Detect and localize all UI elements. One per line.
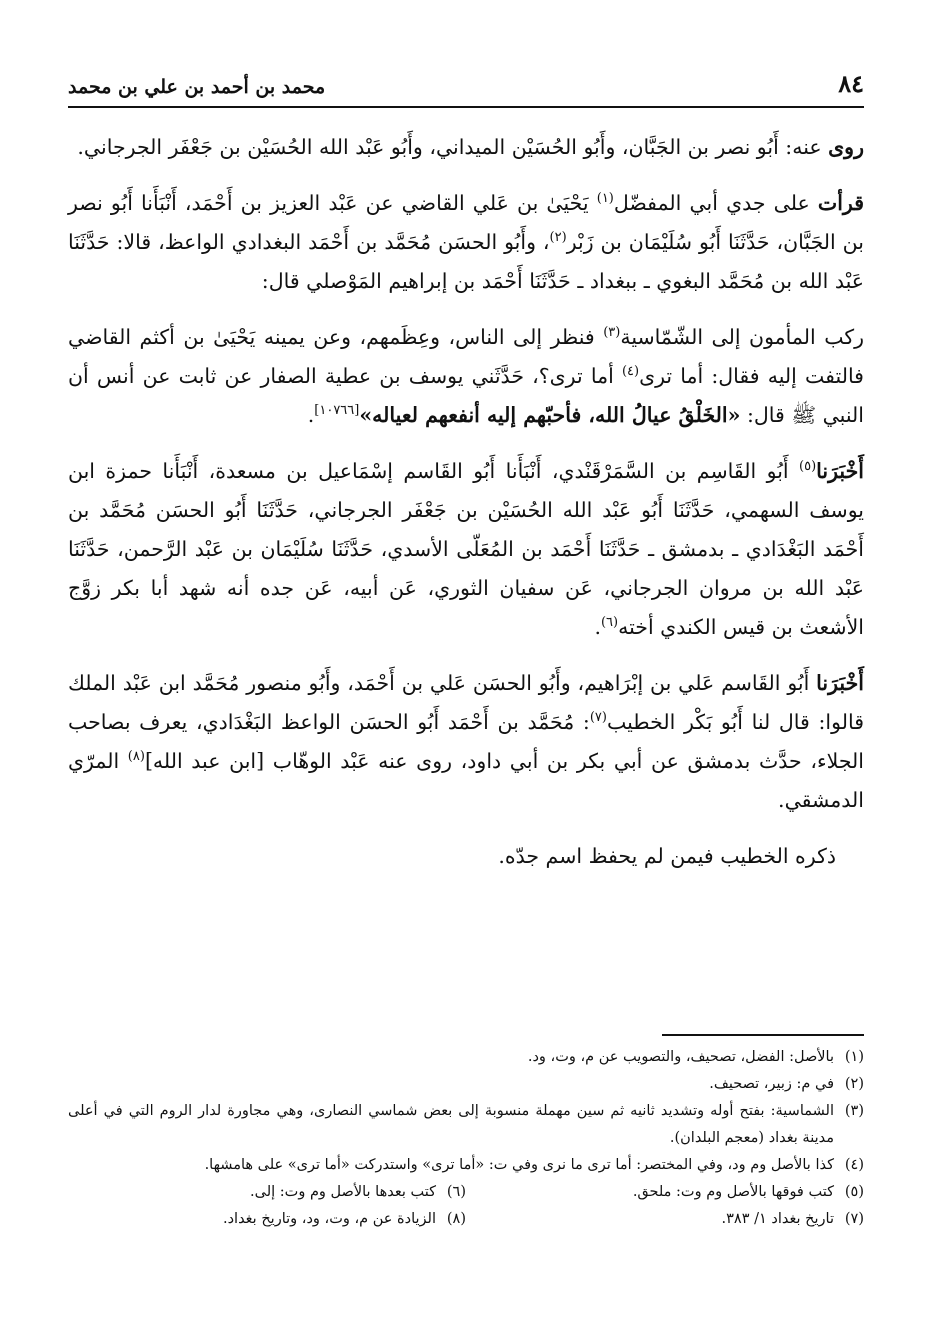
reference-number: [١٠٧٦٦] (314, 403, 360, 419)
footnote-item (68, 1098, 864, 1152)
main-text (68, 128, 864, 876)
footnotes (68, 1044, 864, 1233)
paragraph-text: أَبُو القَاسِم بن السَّمَرْقَنْدي، أَنْبَأَنا أَبُو القَاسم إسْمَاعيل بن مسعدة، أَنْبَأَنا حمزة ابن يوسف السهمي، حَدَّثَنَا أَبُو عَبْد الله الحُسَيْن بن جَعْفَر الجرجاني، حَدَّثَنَا أَبُو الحسَن مُحَمَّد بن أَحْمَد البَغْدَادي ـ بدمشق ـ حَدَّثَنَا أَحْمَد بن المُعَلّى الأسدي، حَدَّثَنَا سُلَيْمَان بن عَبْد الرَّحمن، حَدَّثَنَا عَبْد الله بن مروان الجرجاني، عَن سفيان الثوري، عَن أبيه، عَن جده أنه شهد أبا بكر زوَّج الأشعث بن قيس الكندي أخته (68, 459, 864, 639)
footnote-number: (٨) (446, 1211, 466, 1227)
paragraph-narrators (68, 128, 864, 167)
footnote-text: الشماسية: بفتح أوله وتشديد ثانيه ثم سين مهملة منسوبة إلى بعض شماسي النصارى، وهي مجاورة لدار الروم التي في أعلى مدينة بغداد (معجم البلدان). (68, 1103, 834, 1146)
paragraph-matn (68, 318, 864, 435)
footnote-marker: (٧) (589, 710, 607, 726)
paragraph-text: المرّي الدمشقي. (68, 749, 864, 812)
footnote-text: كتب بعدها بالأصل وم وت: إلى. (250, 1184, 436, 1200)
paragraph-text: أما ترى؟، حَدَّثَني يوسف بن عطية الصفار عن ثابت عن أنس أن النبي ﷺ قال: (68, 364, 864, 427)
page-header (68, 58, 864, 108)
footnote-marker: (٤) (621, 364, 640, 380)
footnote-item (68, 1152, 864, 1179)
footnote-text: كذا بالأصل وم ود، وفي المختصر: أما ترى ما نرى وفي ت: «أما ترى» واستدركت «أما ترى» على هامشها. (204, 1157, 834, 1173)
footnote-number: (١) (844, 1049, 864, 1065)
footnote-separator (662, 1034, 864, 1036)
paragraph-text: على جدي أبي المفضّل (613, 191, 818, 215)
footnote-text: بالأصل: الفضل، تصحيف، والتصويب عن م، وت، ود. (527, 1049, 834, 1065)
paragraph-isnad-1 (68, 184, 864, 301)
hadith-text: «الخَلْقُ عيالُ الله، فأحبّهم إليه أنفعهم لعياله» (359, 403, 741, 427)
footnote-number: (٤) (844, 1157, 864, 1173)
footnote-number: (٣) (844, 1103, 864, 1119)
footnote-item (466, 1179, 864, 1206)
paragraph-text: ، وأَبُو الحسَن مُحَمَّد بن أَحْمَد البغدادي الواعظ، قالا: حَدَّثَنَا عَبْد الله بن مُحَمَّد البغوي ـ ببغداد ـ حَدَّثَنَا أَحْمَد بن إبراهيم المَوْصلي قال: (68, 230, 864, 293)
paragraph-text: يَحْيَىٰ بن عَلي القاضي عن عَبْد العزيز بن أَحْمَد، أَنْبَأَنا أَبُو نصر بن الجَبَّان، حَدَّثَنَا أَبُو سُلَيْمَان بن زَبْر (68, 191, 864, 254)
footnote-item (68, 1044, 864, 1071)
footnote-text: كتب فوقها بالأصل وم وت: ملحق. (632, 1184, 834, 1200)
paragraph-end: . (307, 403, 315, 427)
footnote-number: (٢) (844, 1076, 864, 1092)
footnote-item (68, 1179, 466, 1206)
footnote-marker: (٨) (127, 749, 145, 765)
paragraph-lead: أَخْبَرَنا (816, 459, 864, 483)
paragraph-text: فنظر إلى الناس، وعِظَمهم، وعن يمينه يَحْيَىٰ بن أكثم القاضي فالتفت إليه فقال: أما ترى (68, 325, 864, 388)
footnote-number: (٥) (844, 1184, 864, 1200)
paragraph-lead: قرأت (817, 191, 864, 215)
footnote-item (466, 1206, 864, 1233)
footnote-row (68, 1179, 864, 1206)
footnote-number: (٦) (446, 1184, 466, 1200)
paragraph-text: أَبُو القَاسم عَلي بن إبْرَاهيم، وأَبُو الحسَن عَلي بن أَحْمَد، وأَبُو منصور مُحَمَّد ابن عَبْد الملك قالوا: قال لنا أَبُو بَكْر الخطيب (68, 671, 864, 734)
footnote-marker: (٢) (549, 230, 567, 246)
paragraph-text: ركب المأمون إلى الشّمّاسية (620, 325, 864, 349)
paragraph-lead: روى (828, 135, 864, 159)
footnote-text: في م: زبير، تصحيف. (709, 1076, 834, 1092)
page-number: ٨٤ (838, 69, 864, 98)
paragraph-lead: أَخْبَرَنا (816, 671, 864, 695)
footnote-marker: (١) (596, 191, 614, 207)
paragraph-end: . (594, 615, 601, 639)
footnote-marker: (٣) (603, 325, 621, 341)
paragraph-text: : مُحَمَّد بن أَحْمَد أَبُو الحسَن الواعظ البَغْدَادي، يعرف بصاحب الجلاء، حدَّث بدمشق عن أبي بكر بن أبي داود، روى عنه عَبْد الوهّاب [ابن عبد الله] (68, 710, 864, 773)
footnote-marker: (٥) (799, 459, 817, 475)
paragraph-isnad-2 (68, 452, 864, 647)
footnote-item (68, 1206, 466, 1233)
footnote-number: (٧) (844, 1211, 864, 1227)
footnote-item (68, 1071, 864, 1098)
paragraph-text: عنه: أَبُو نصر بن الجَبَّان، وأَبُو الحُسَيْن الميداني، وأَبُو عَبْد الله الحُسَيْن بن جَعْفَر الجرجاني. (77, 135, 829, 159)
paragraph-text: ذكره الخطيب فيمن لم يحفظ اسم جدّه. (498, 844, 836, 868)
footnote-marker: (٦) (600, 615, 619, 631)
footnote-text: الزيادة عن م، وت، ود، وتاريخ بغداد. (222, 1211, 436, 1227)
paragraph-closing-note (68, 837, 864, 876)
footnote-text: تاريخ بغداد ١/ ٣٨٣. (721, 1211, 834, 1227)
footnote-row (68, 1206, 864, 1233)
running-title: محمد بن أحمد بن علي بن محمد (68, 76, 326, 98)
paragraph-isnad-3 (68, 664, 864, 820)
